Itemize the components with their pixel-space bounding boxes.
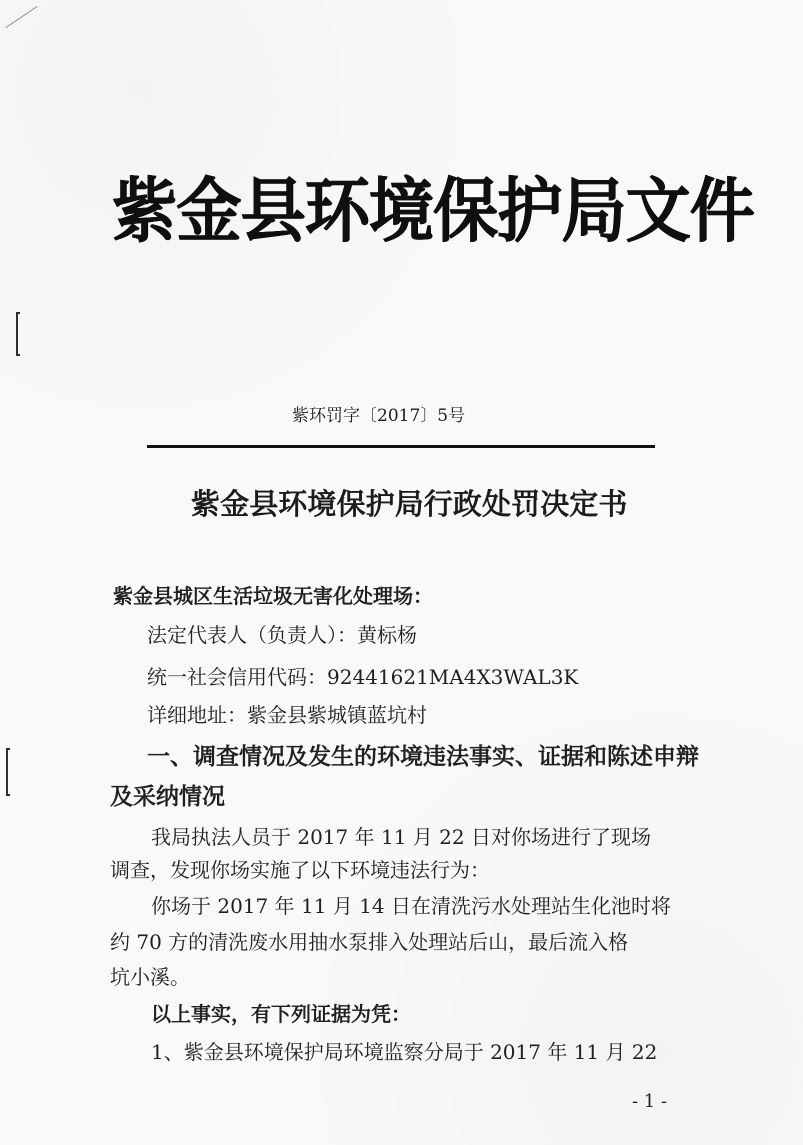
header-rule [147,445,655,448]
recipient: 紫金县城区生活垃圾无害化处理场： [113,584,433,608]
scan-mark-line [6,6,38,28]
section-heading-line-2: 及采纳情况 [110,783,225,810]
body-line-4: 约 70 方的清洗废水用抽水泵排入处理站后山，最后流入格 [110,930,629,954]
body-line-1: 我局执法人员于 2017 年 11 月 22 日对你场进行了现场 [151,825,651,849]
evidence-item-1: 1、紫金县环境保护局环境监察分局于 2017 年 11 月 22 [151,1040,658,1064]
decision-title: 紫金县环境保护局行政处罚决定书 [191,487,628,521]
punch-mark-lower [6,748,8,796]
credit-code: 统一社会信用代码：92441621MA4X3WAL3K [147,665,579,689]
body-line-2: 调查，发现你场实施了以下环境违法行为： [110,858,490,882]
document-number: 紫环罚字〔2017〕5号 [292,406,466,426]
section-heading-line-1: 一、调查情况及发生的环境违法事实、证据和陈述申辩 [147,743,699,770]
document-masthead: 紫金县环境保护局文件 [112,169,754,252]
legal-representative: 法定代表人（负责人）：黄标杨 [147,623,417,647]
punch-mark-upper [16,312,18,356]
page-number: - 1 - [632,1091,668,1112]
evidence-heading: 以上事实，有下列证据为凭： [151,1002,411,1026]
body-line-3: 你场于 2017 年 11 月 14 日在清洗污水处理站生化池时将 [151,894,671,918]
body-line-5: 坑小溪。 [110,965,190,989]
address: 详细地址：紫金县紫城镇蓝坑村 [147,703,427,727]
